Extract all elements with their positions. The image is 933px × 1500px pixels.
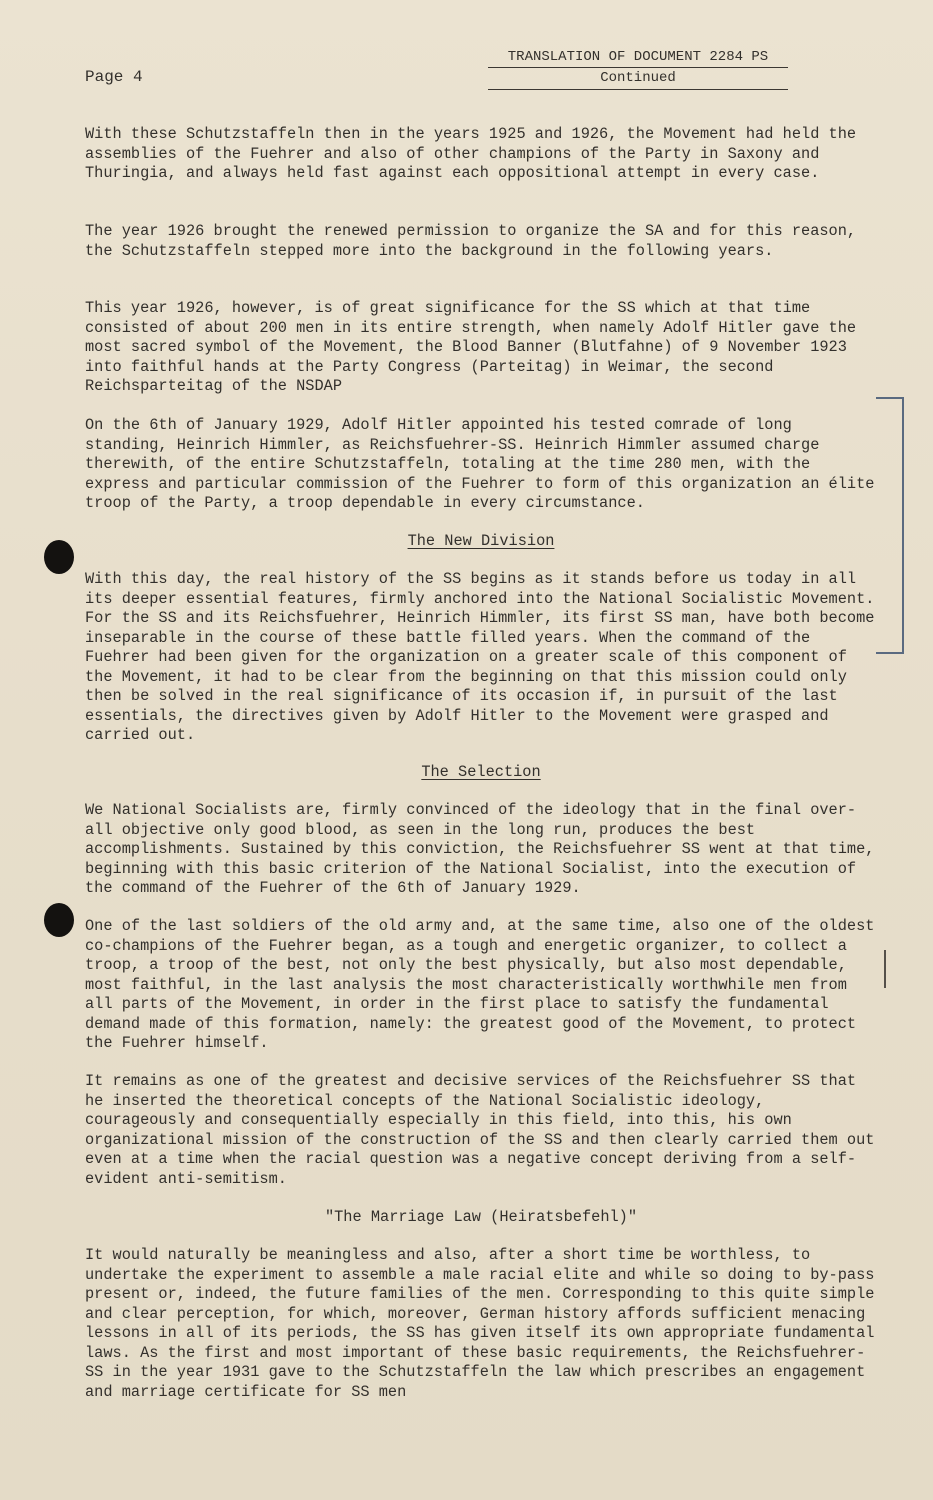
page-number: Page 4: [85, 68, 143, 86]
document-subtitle: Continued: [488, 68, 788, 90]
paragraph-blood-banner: This year 1926, however, is of great significance for the SS which at that time consisted of about 200 men in its entire strength, when namely Adolf Hitler gave the most sacred symbol of the Movement, the Blood Banner (Blutfahne) of 9 November 1923 into faithful hands at the Party Congress (Parteitag) in Weimar, the second Reichsparteitag of the NSDAP: [85, 299, 857, 395]
punch-hole: [44, 540, 74, 574]
margin-tick-mark: [884, 950, 886, 988]
paragraph-himmler-appointment: On the 6th of January 1929, Adolf Hitler appointed his tested comrade of long standing, Heinrich Himmler, as Reichsfuehrer-SS. Heinrich Himmler assumed charge therewith, of the entire Schutzstaffeln, totaling at the time 280 men, with the express and particular commission of the Fuehrer to form of this organization an élite troop of the Party, a troop dependable in every circumstance.: [85, 416, 875, 512]
heading-new-division: [85, 532, 877, 552]
heading-new-division-text: The New Division: [407, 532, 555, 550]
heading-selection-text: The Selection: [421, 763, 541, 781]
paragraph-greatest-services: It remains as one of the greatest and decisive services of the Reichsfuehrer SS that he inserted the theoretical concepts of the National Socialistic ideology, courageously and consequentially especially in this field, into this, his own organizational mission of the construction of the SS and then clearly carried them out even at a time when the racial question was a negative concept deriving from a self-evident anti-semitism.: [85, 1072, 875, 1188]
paragraph-marriage-law: It would naturally be meaningless and also, after a short time be worthless, to undertake the experiment to assemble a male racial elite and while so doing to by-pass present or, indeed, the future families of the men. Corresponding to this quite simple and clear perception, for which, moreover, German history affords sufficient menacing lessons in all of its periods, the SS has given itself its own appropriate fundamental laws. As the first and most important of these basic requirements, the Reichsfuehrer-SS in the year 1931 gave to the Schutzstaffeln the law which prescribes an engagement and marriage certificate for SS men: [85, 1246, 875, 1401]
margin-bracket-mark: [876, 397, 904, 654]
punch-hole: [44, 903, 74, 937]
heading-marriage-law-text: "The Marriage Law (Heiratsbefehl)": [324, 1208, 638, 1226]
heading-marriage-law: [85, 1208, 877, 1228]
document-header: [488, 48, 788, 90]
document-title: TRANSLATION OF DOCUMENT 2284 PS: [488, 48, 788, 68]
paragraph-schutzstaffeln-1925: With these Schutzstaffeln then in the years 1925 and 1926, the Movement had held the assemblies of the Fuehrer and also of other champions of the Party in Saxony and Thuringia, and always held fast against each oppositional attempt in every case.: [85, 125, 857, 182]
paragraph-real-history: With this day, the real history of the SS begins as it stands before us today in all its deeper essential features, firmly anchored into the National Socialistic Movement. For the SS and its Reichsfuehrer, Heinrich Himmler, its first SS man, have both become inseparable in the course of these battle filled years. When the command of the Fuehrer had been given for the organization on a greater scale of this component of the Movement, it had to be clear from the beginning on that this mission could only then be solved in the real significance of its occasion if, in pursuit of the last essentials, the directives given by Adolf Hitler to the Movement were grasped and carried out.: [85, 570, 875, 744]
paragraph-good-blood: We National Socialists are, firmly convinced of the ideology that in the final over-all objective only good blood, as seen in the long run, produces the best accomplishments. Sustained by this conviction, the Reichsfuehrer SS went at that time, beginning with this basic criterion of the National Socialist, into the execution of the command of the Fuehrer of the 6th of January 1929.: [85, 801, 875, 897]
paragraph-old-soldier: One of the last soldiers of the old army and, at the same time, also one of the oldest co-champions of the Fuehrer began, as a tough and energetic organizer, to collect a troop, a troop of the best, not only the best physically, but also most dependable, most faithful, in the last analysis the most characteristically worthwhile men from all parts of the Movement, in order in the first place to satisfy the fundamental demand made of this formation, namely: the greatest good of the Movement, to protect the Fuehrer himself.: [85, 917, 875, 1052]
paragraph-year-1926-sa: The year 1926 brought the renewed permission to organize the SA and for this reason, the Schutzstaffeln stepped more into the background in the following years.: [85, 222, 857, 260]
heading-selection: [85, 763, 877, 783]
